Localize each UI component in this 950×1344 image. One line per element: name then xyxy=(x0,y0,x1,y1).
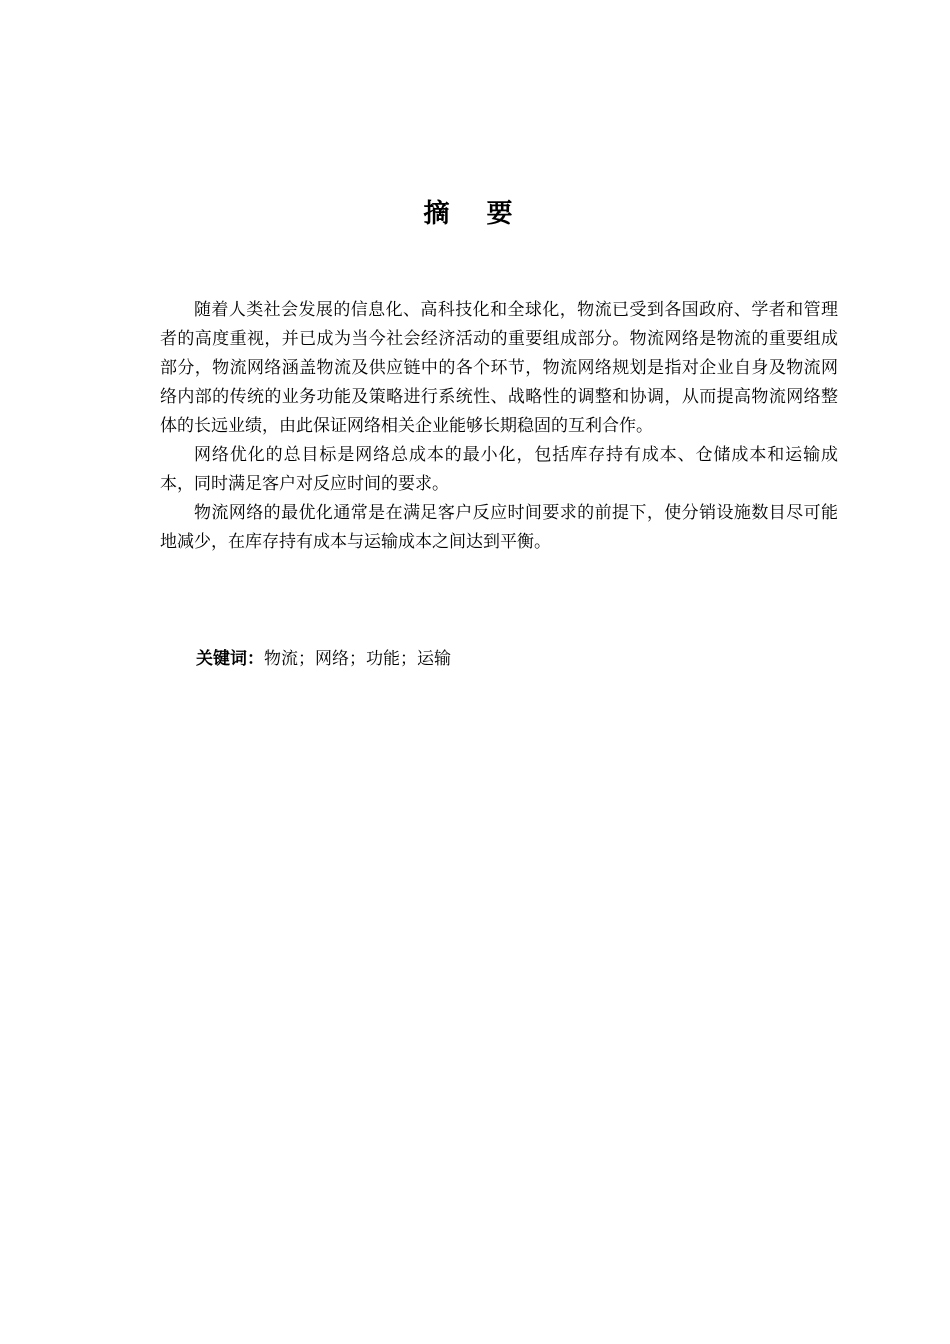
abstract-title: 摘 要 xyxy=(423,199,527,229)
abstract-paragraph-1: 随着人类社会发展的信息化、高科技化和全球化，物流已受到各国政府、学者和管理者的高度重视，并已成为当今社会经济活动的重要组成部分。物流网络是物流的重要组成部分，物流网络涵盖物流及供应链中的各个环节，物流网络规划是指对企业自身及物流网络内部的传统的业务功能及策略进行系统性、战略性的调整和协调，从而提高物流网络整体的长远业绩，由此保证网络相关企业能够长期稳固的互利合作。 xyxy=(160,300,838,436)
keywords-line xyxy=(196,645,451,674)
abstract-paragraph-2: 网络优化的总目标是网络总成本的最小化，包括库存持有成本、仓储成本和运输成本，同时满足客户对反应时间的要求。 xyxy=(160,445,838,494)
abstract-paragraph-3: 物流网络的最优化通常是在满足客户反应时间要求的前提下，使分销设施数目尽可能地减少，在库存持有成本与运输成本之间达到平衡。 xyxy=(160,503,838,552)
keywords-value: 物流；网络；功能；运输 xyxy=(264,649,451,669)
abstract-body xyxy=(160,296,838,557)
keywords-label: 关键词： xyxy=(196,649,264,669)
